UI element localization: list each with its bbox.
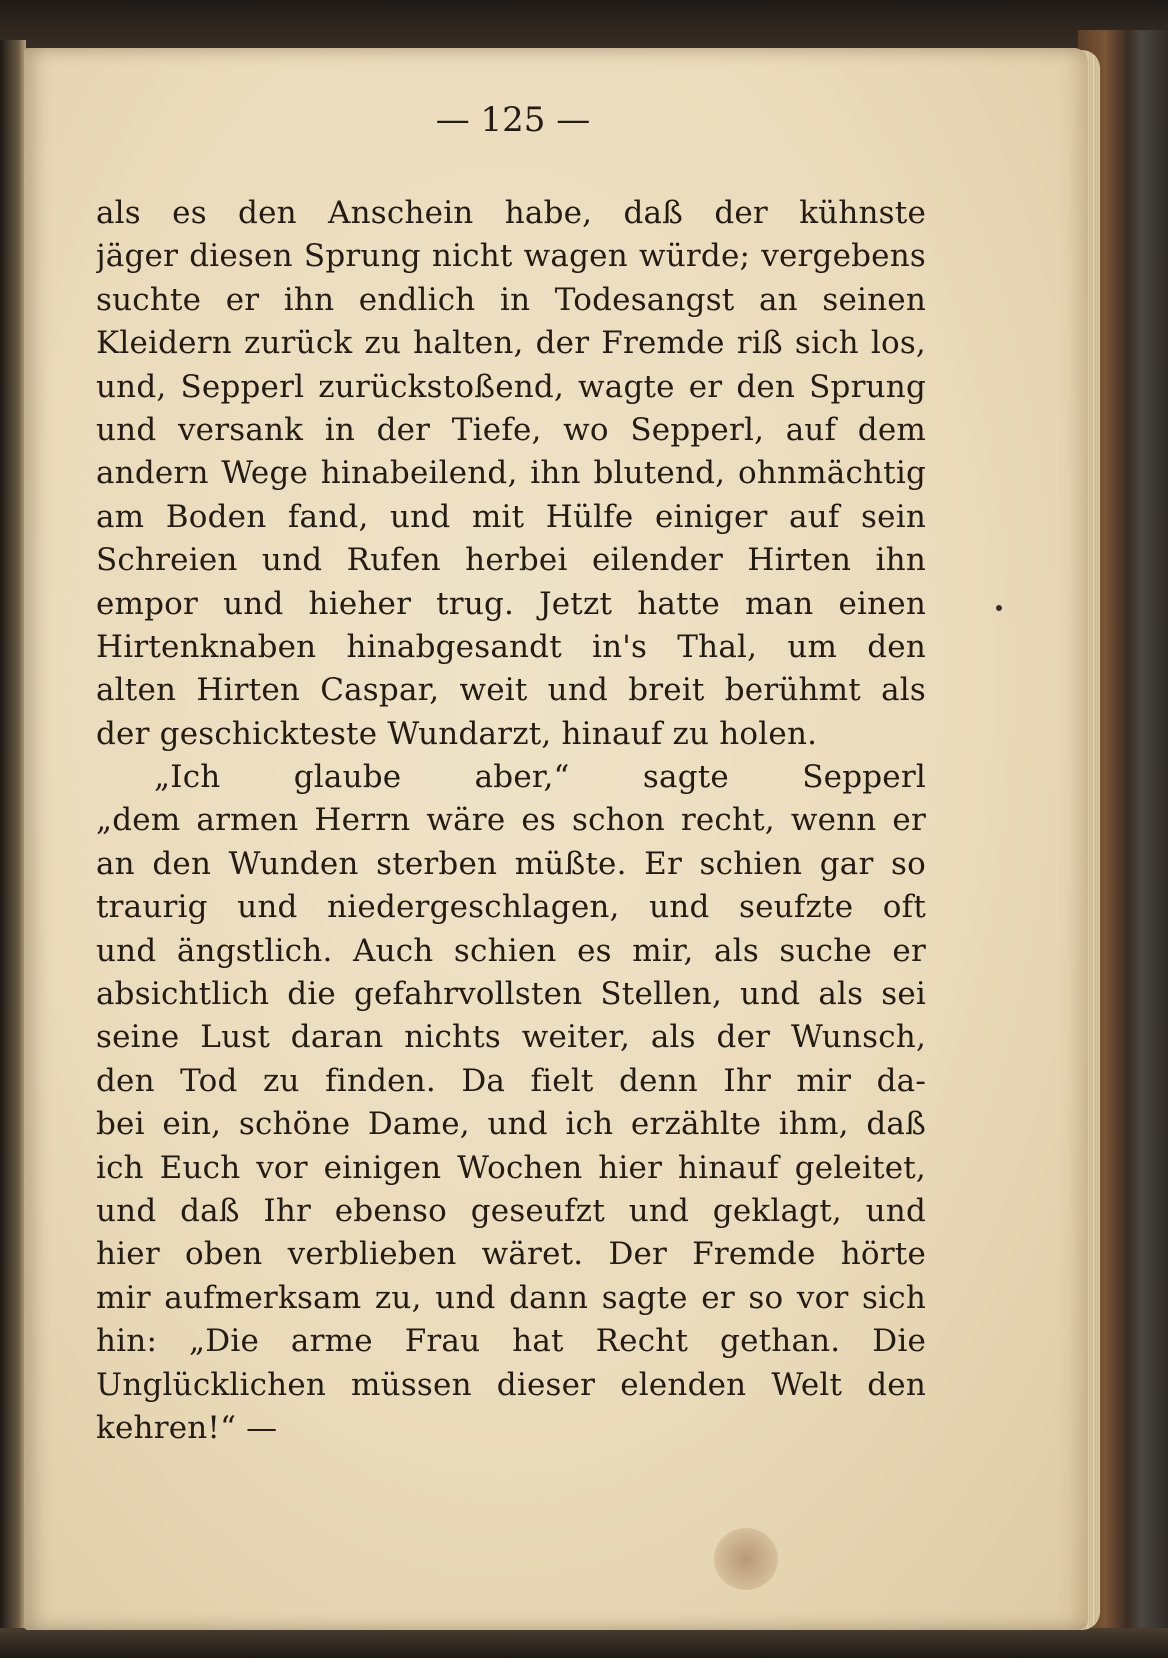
text-line: der geschickteste Wundarzt, hinauf zu holen. bbox=[96, 715, 818, 752]
text-line: als es den Anschein habe, daß der kühnste bbox=[96, 195, 926, 231]
text-line: mir aufmerksam zu, und dann sagte er so vor sich bbox=[96, 1279, 926, 1316]
text-line: am Boden fand, und mit Hülfe einiger auf sein bbox=[96, 498, 926, 535]
body-text bbox=[96, 192, 926, 1450]
text-line: kehren!“ — bbox=[96, 1409, 278, 1446]
text-line: traurig und niedergeschlagen, und seufzte oft bbox=[96, 889, 926, 926]
text-line: den Tod zu finden. Da fielt denn Ihr mir da- bbox=[96, 1062, 926, 1099]
text-line: und, Sepperl zurückstoßend, wagte er den Sprung bbox=[96, 368, 926, 405]
text-line: „Ich glaube aber,“ sagte Sepperl bbox=[154, 759, 926, 796]
text-line: bei ein, schöne Dame, und ich erzählte ihm, daß bbox=[96, 1106, 926, 1143]
text-line: „dem armen Herrn wäre es schon recht, wenn er bbox=[96, 802, 926, 839]
text-line: andern Wege hinabeilend, ihn blutend, ohnmächtig bbox=[96, 455, 926, 492]
book-cover-top bbox=[0, 0, 1168, 52]
page-number: — 125 — bbox=[435, 100, 591, 140]
text-line: absichtlich die gefahrvollsten Stellen, und als sei bbox=[96, 976, 926, 1013]
text-line: Kleidern zurück zu halten, der Fremde riß sich los, bbox=[96, 325, 926, 362]
text-line: empor und hieher trug. Jetzt hatte man einen bbox=[96, 585, 926, 622]
text-line: und ängstlich. Auch schien es mir, als suche er bbox=[96, 932, 926, 969]
text-line: und daß Ihr ebenso geseufzt und geklagt, und bbox=[96, 1192, 926, 1229]
text-line: Hirtenknaben hinabgesandt in's Thal, um den bbox=[96, 628, 926, 665]
text-line: jäger diesen Sprung nicht wagen würde; vergebens bbox=[96, 238, 926, 275]
text-line: alten Hirten Caspar, weit und breit berühmt als bbox=[96, 672, 926, 709]
text-line: hin: „Die arme Frau hat Recht gethan. Die bbox=[96, 1323, 926, 1360]
text-line: suchte er ihn endlich in Todesangst an seinen bbox=[96, 281, 926, 318]
text-line: an den Wunden sterben müßte. Er schien gar so bbox=[96, 845, 926, 882]
text-line: seine Lust daran nichts weiter, als der Wunsch, bbox=[96, 1019, 926, 1056]
paper-speck bbox=[996, 605, 1002, 611]
text-line: Schreien und Rufen herbei eilender Hirten ihn bbox=[96, 542, 926, 579]
book-cover-bottom bbox=[0, 1628, 1168, 1658]
paper-stain bbox=[714, 1528, 778, 1590]
text-line: Unglücklichen müssen dieser elenden Welt den bbox=[96, 1366, 926, 1403]
text-line: und versank in der Tiefe, wo Sepperl, auf dem bbox=[96, 411, 926, 448]
book-spine-shadow bbox=[0, 40, 26, 1658]
text-line: hier oben verblieben wäret. Der Fremde hörte bbox=[96, 1236, 926, 1273]
text-line: ich Euch vor einigen Wochen hier hinauf geleitet, bbox=[96, 1149, 926, 1186]
